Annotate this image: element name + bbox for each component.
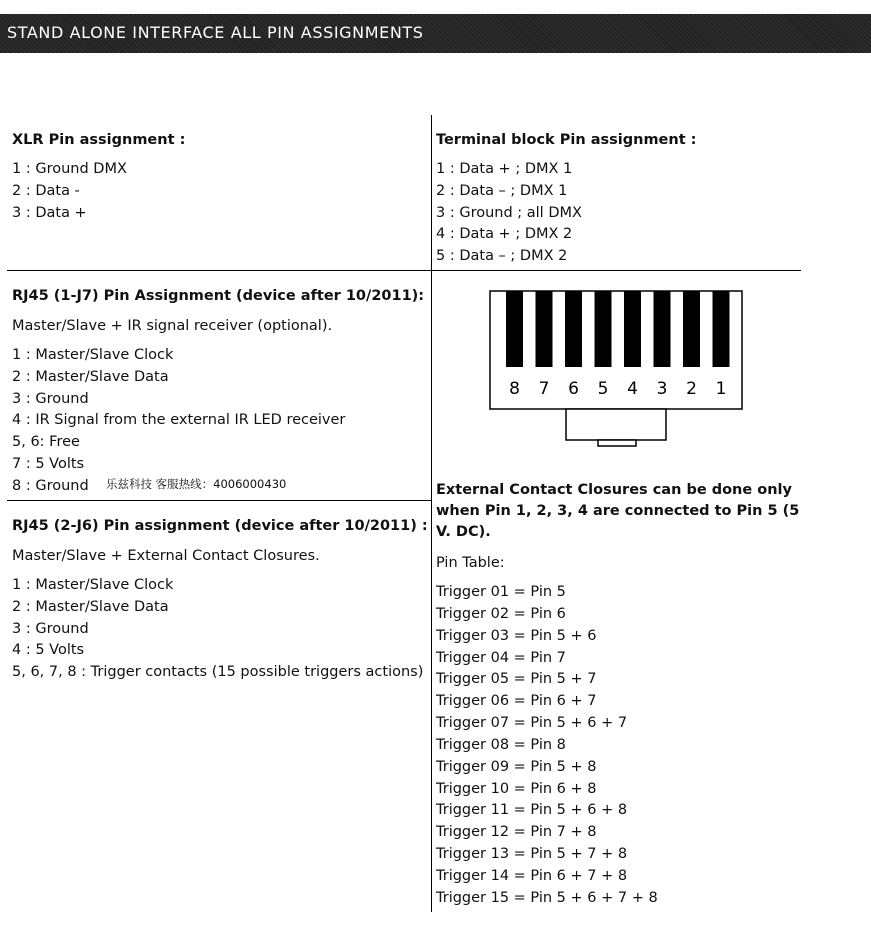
rj45-connector-diagram — [489, 290, 749, 450]
rj45-j6-subtitle: Master/Slave + External Contact Closures. — [12, 548, 320, 564]
list-item: 1 : Master/Slave Clock — [12, 577, 174, 593]
list-item: 2 : Data - — [12, 182, 80, 199]
list-item: Trigger 03 = Pin 5 + 6 — [436, 627, 597, 644]
pin-number-label: 8 — [509, 379, 520, 399]
terminal-section — [436, 130, 696, 268]
watermark-text: 乐兹科技 客服热线：4006000430 — [106, 477, 287, 491]
connector-body — [490, 291, 742, 409]
pin-number-label: 7 — [538, 379, 550, 399]
list-item: 1 : Ground DMX — [12, 161, 127, 177]
trigger-list — [436, 582, 801, 910]
list-item: Trigger 06 = Pin 6 + 7 — [436, 693, 597, 710]
rj45-j6-title: RJ45 (2-J6) Pin assignment (device after 10/2011) : — [12, 518, 428, 534]
title-banner — [0, 14, 871, 53]
xlr-title: XLR Pin assignment : — [12, 132, 186, 148]
list-item: 3 : Data + — [12, 204, 87, 221]
pin-number-label: 5 — [597, 379, 609, 399]
list-item: 2 : Master/Slave Data — [12, 598, 169, 615]
list-item: Trigger 01 = Pin 5 — [436, 584, 566, 600]
pin-number-label: 3 — [656, 379, 668, 399]
rj45-j7-pin-list — [12, 345, 424, 498]
list-item: 3 : Ground — [12, 620, 89, 637]
list-item: 4 : Data + ; DMX 2 — [436, 226, 573, 243]
list-item: 4 : IR Signal from the external IR LED receiver — [12, 412, 346, 429]
contacts-section — [436, 480, 801, 910]
connector-latch-tab — [598, 440, 636, 446]
list-item: 5 : Data – ; DMX 2 — [436, 248, 568, 265]
list-item: 3 : Ground ; all DMX — [436, 204, 582, 221]
list-item: Trigger 11 = Pin 5 + 6 + 8 — [436, 802, 628, 819]
contact-bar — [536, 291, 553, 367]
terminal-title: Terminal block Pin assignment : — [436, 132, 697, 148]
rj45-j7-title: RJ45 (1-J7) Pin Assignment (device after 10/2011): — [12, 288, 425, 304]
list-item: 5, 6: Free — [12, 434, 80, 451]
list-item: 8 : Ground — [12, 477, 89, 494]
list-item: Trigger 15 = Pin 5 + 6 + 7 + 8 — [436, 889, 658, 906]
list-item: Trigger 09 = Pin 5 + 8 — [436, 758, 597, 775]
page-title: STAND ALONE INTERFACE ALL PIN ASSIGNMENTS — [7, 23, 424, 42]
list-item: 2 : Master/Slave Data — [12, 368, 169, 385]
vertical-divider — [431, 115, 432, 912]
list-item: Trigger 07 = Pin 5 + 6 + 7 — [436, 715, 628, 732]
pin-number-label: 2 — [686, 379, 697, 399]
list-item: 5, 6, 7, 8 : Trigger contacts (15 possible triggers actions) — [12, 664, 424, 681]
contact-bar — [654, 291, 671, 367]
list-item: Trigger 02 = Pin 6 — [436, 605, 566, 622]
list-item: Trigger 05 = Pin 5 + 7 — [436, 671, 597, 688]
list-item: Trigger 10 = Pin 6 + 8 — [436, 780, 597, 797]
xlr-section — [12, 130, 185, 224]
contact-bar — [506, 291, 523, 367]
pin-table-label: Pin Table: — [436, 555, 505, 571]
list-item: 2 : Data – ; DMX 1 — [436, 182, 568, 199]
pin-number-label: 4 — [627, 379, 638, 399]
list-item: Trigger 13 = Pin 5 + 7 + 8 — [436, 846, 628, 863]
rj45-j6-pin-list — [12, 575, 428, 684]
list-item: Trigger 08 = Pin 8 — [436, 736, 566, 753]
list-item: 4 : 5 Volts — [12, 642, 85, 659]
horizontal-divider-left — [7, 500, 431, 501]
connector-latch — [566, 409, 666, 440]
contact-bar — [683, 291, 700, 367]
contact-bar — [624, 291, 641, 367]
contact-bar — [713, 291, 730, 367]
horizontal-divider-top — [7, 270, 801, 271]
pin-number-label: 6 — [568, 379, 579, 399]
contact-bar — [565, 291, 582, 367]
contact-bar — [595, 291, 612, 367]
xlr-pin-list — [12, 159, 185, 224]
pin-number-label: 1 — [715, 379, 727, 399]
list-item: 7 : 5 Volts — [12, 455, 85, 472]
list-item: Trigger 04 = Pin 7 — [436, 649, 566, 666]
terminal-pin-list — [436, 159, 696, 268]
contacts-note: External Contact Closures can be done only when Pin 1, 2, 3, 4 are connected to Pin 5 (5 V. DC). — [436, 482, 800, 540]
rj45-j7-subtitle: Master/Slave + IR signal receiver (optional). — [12, 318, 333, 334]
rj45-j7-section — [12, 286, 424, 498]
list-item: 1 : Data + ; DMX 1 — [436, 161, 573, 177]
list-item: Trigger 14 = Pin 6 + 7 + 8 — [436, 867, 628, 884]
list-item: Trigger 12 = Pin 7 + 8 — [436, 824, 597, 841]
rj45-j6-section — [12, 516, 428, 684]
list-item: 1 : Master/Slave Clock — [12, 347, 174, 363]
list-item: 3 : Ground — [12, 390, 89, 407]
